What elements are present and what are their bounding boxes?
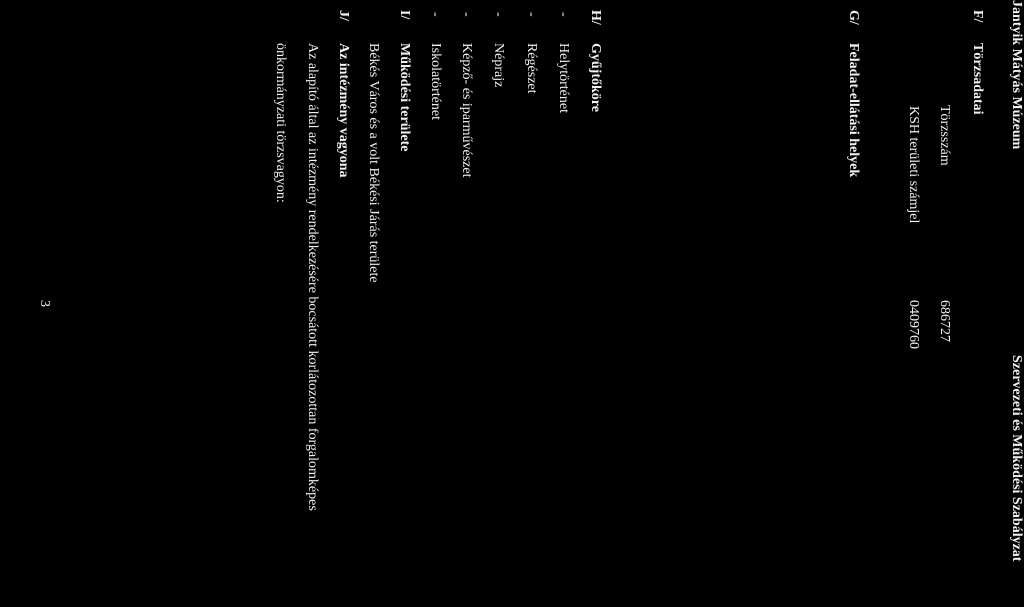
bullet-dash: - bbox=[459, 12, 474, 17]
list-item-neprajz: Néprajz bbox=[491, 43, 506, 88]
section-h-title: Gyűjtőköre bbox=[588, 43, 603, 112]
section-h-marker: H/ bbox=[588, 10, 603, 25]
page-number: 3 bbox=[37, 300, 52, 307]
list-item-kepzo-es-iparmuveszet: Képző- és iparművészet bbox=[459, 43, 474, 178]
section-j-text-line-2: önkormányzati törzsvagyon: bbox=[273, 43, 288, 203]
section-j-marker: J/ bbox=[336, 10, 351, 21]
institution-name: Jantyik Mátyás Múzeum bbox=[1009, 0, 1024, 150]
bullet-dash: - bbox=[428, 12, 443, 17]
section-f-marker: F/ bbox=[970, 10, 985, 23]
section-j-title: Az intézmény vagyona bbox=[336, 43, 351, 178]
section-f-title: Törzsadatai bbox=[970, 43, 985, 115]
section-i-title: Működési területe bbox=[397, 43, 412, 152]
ksh-label: KSH területi számjel bbox=[906, 106, 921, 224]
torzsszam-label: Törzsszám bbox=[937, 105, 952, 166]
section-j-text-line-1: Az alapító által az intézmény rendelkezésére bocsátott korlátozottan forgalomképes bbox=[305, 43, 320, 511]
bullet-dash: - bbox=[556, 12, 571, 17]
document-title: Szervezeti és Működési Szabályzat bbox=[1009, 355, 1024, 562]
list-item-iskolatortenet: Iskolatörténet bbox=[428, 43, 443, 120]
bullet-dash: - bbox=[524, 12, 539, 17]
bullet-dash: - bbox=[491, 12, 506, 17]
list-item-helytortenet: Helytörténet bbox=[556, 43, 571, 113]
section-i-marker: I/ bbox=[397, 10, 412, 20]
section-g-marker: G/ bbox=[846, 10, 861, 25]
section-g-title: Feladat-ellátási helyek bbox=[846, 43, 861, 178]
torzsszam-value: 686727 bbox=[937, 300, 952, 342]
list-item-regeszet: Régészet bbox=[524, 43, 539, 94]
ksh-value: 0409760 bbox=[906, 300, 921, 349]
section-i-text: Békés Város és a volt Békési Járás területe bbox=[366, 43, 381, 283]
